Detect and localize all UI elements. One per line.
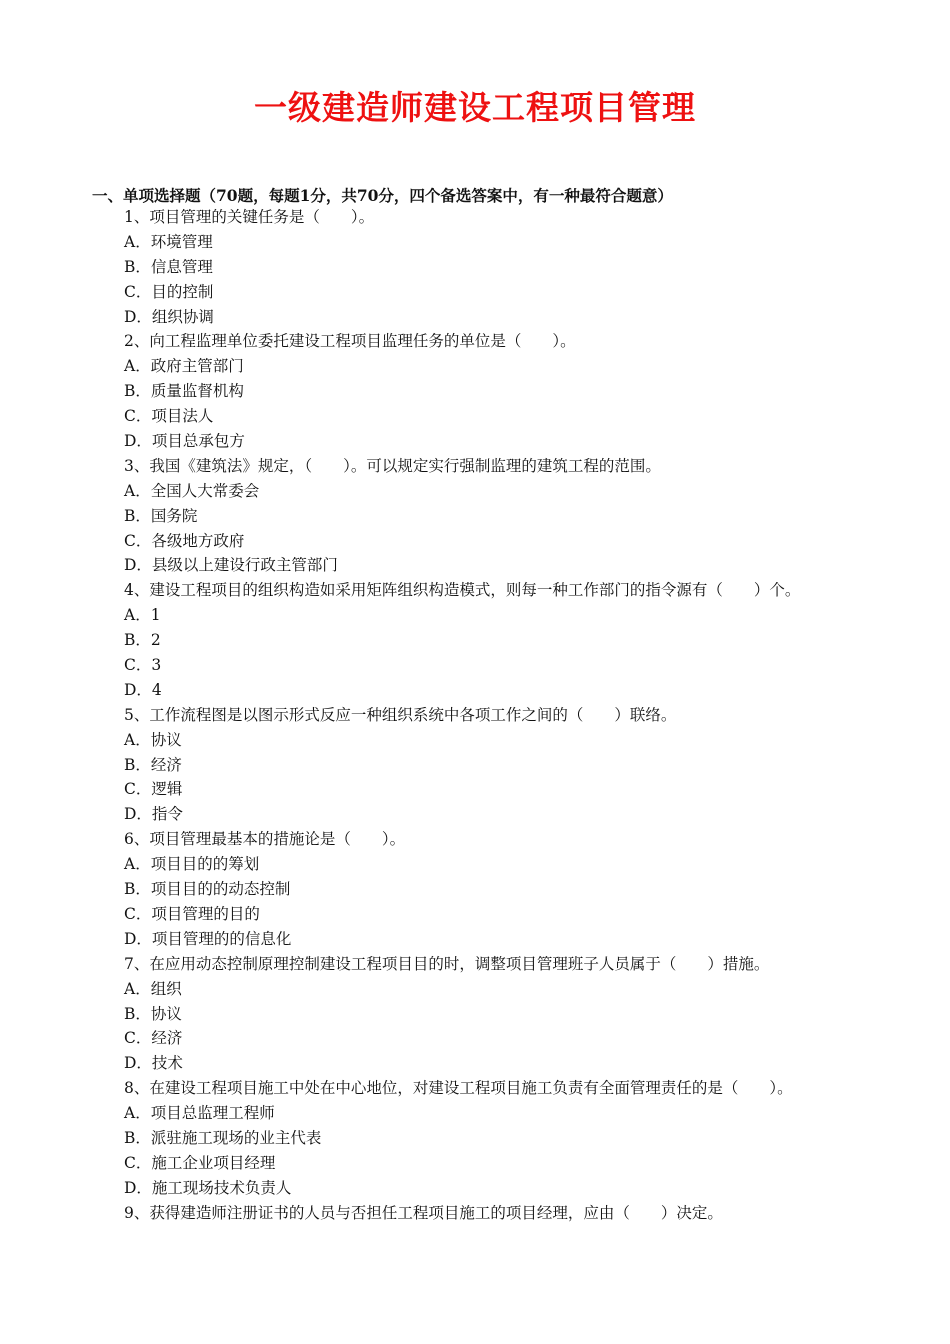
question-7-option-d: D．技术 xyxy=(124,1054,183,1073)
question-5-option-d: D．指令 xyxy=(124,805,183,824)
question-1-option-d: D．组织协调 xyxy=(124,307,214,326)
question-stem-2: 2、向工程监理单位委托建设工程项目监理任务的单位是（ ）。 xyxy=(124,332,576,351)
question-stem-7: 7、在应用动态控制原理控制建设工程项目目的时，调整项目管理班子人员属于（ ）措施。 xyxy=(124,954,770,973)
question-stem-5: 5、工作流程图是以图示形式反应一种组织系统中各项工作之间的（ ）联络。 xyxy=(124,705,677,724)
question-stem-6: 6、项目管理最基本的措施论是（ ）。 xyxy=(124,830,406,849)
question-1-option-c: C．目的控制 xyxy=(124,282,214,301)
question-6-option-a: A．项目目的的筹划 xyxy=(124,855,260,874)
question-6-option-d: D．项目管理的的信息化 xyxy=(124,929,292,948)
question-8-option-d: D．施工现场技术负责人 xyxy=(124,1178,292,1197)
question-stem-1: 1、项目管理的关键任务是（ ）。 xyxy=(124,208,375,226)
question-4-option-c: C．3 xyxy=(124,656,162,675)
question-1-option-a: A．环境管理 xyxy=(124,232,213,251)
question-7-option-a: A．组织 xyxy=(124,979,182,998)
section-heading: 一、单项选择题（70题，每题1分，共70分，四个备选答案中，有一种最符合题意） xyxy=(92,186,673,205)
question-4-option-b: B．2 xyxy=(124,631,161,650)
question-8-option-c: C．施工企业项目经理 xyxy=(124,1153,276,1172)
question-list xyxy=(124,205,924,1226)
document-title: 一级建造师建设工程项目管理 xyxy=(254,88,696,127)
question-5-option-c: C．逻辑 xyxy=(124,780,183,799)
question-3-option-c: C．各级地方政府 xyxy=(124,531,245,550)
question-stem-3: 3、我国《建筑法》规定，（ ）。可以规定实行强制监理的建筑工程的范围。 xyxy=(124,456,661,475)
question-6-option-c: C．项目管理的目的 xyxy=(124,904,260,923)
question-4-option-d: D．4 xyxy=(124,680,162,699)
question-2-option-a: A．政府主管部门 xyxy=(124,357,244,376)
question-2-option-b: B．质量监督机构 xyxy=(124,382,244,401)
question-8-option-b: B．派驻施工现场的业主代表 xyxy=(124,1128,322,1147)
question-7-option-c: C．经济 xyxy=(124,1029,183,1048)
question-6-option-b: B．项目目的的动态控制 xyxy=(124,880,291,899)
question-8-option-a: A．项目总监理工程师 xyxy=(124,1104,275,1123)
question-3-option-d: D．县级以上建设行政主管部门 xyxy=(124,556,338,575)
question-4-option-a: A．1 xyxy=(124,606,161,625)
question-stem-4: 4、建设工程项目的组织构造如采用矩阵组织构造模式，则每一种工作部门的指令源有（ ）个。 xyxy=(124,581,801,600)
question-3-option-b: B．国务院 xyxy=(124,506,198,525)
question-2-option-c: C．项目法人 xyxy=(124,407,214,426)
question-1-option-b: B．信息管理 xyxy=(124,257,213,276)
question-2-option-d: D．项目总承包方 xyxy=(124,432,245,451)
question-5-option-a: A．协议 xyxy=(124,730,182,749)
question-3-option-a: A．全国人大常委会 xyxy=(124,481,260,500)
question-stem-9: 9、获得建造师注册证书的人员与否担任工程项目施工的项目经理，应由（ ）决定。 xyxy=(124,1203,723,1222)
question-stem-8: 8、在建设工程项目施工中处在中心地位，对建设工程项目施工负责有全面管理责任的是（ ）。 xyxy=(124,1079,793,1098)
question-7-option-b: B．协议 xyxy=(124,1004,182,1023)
question-5-option-b: B．经济 xyxy=(124,755,182,774)
